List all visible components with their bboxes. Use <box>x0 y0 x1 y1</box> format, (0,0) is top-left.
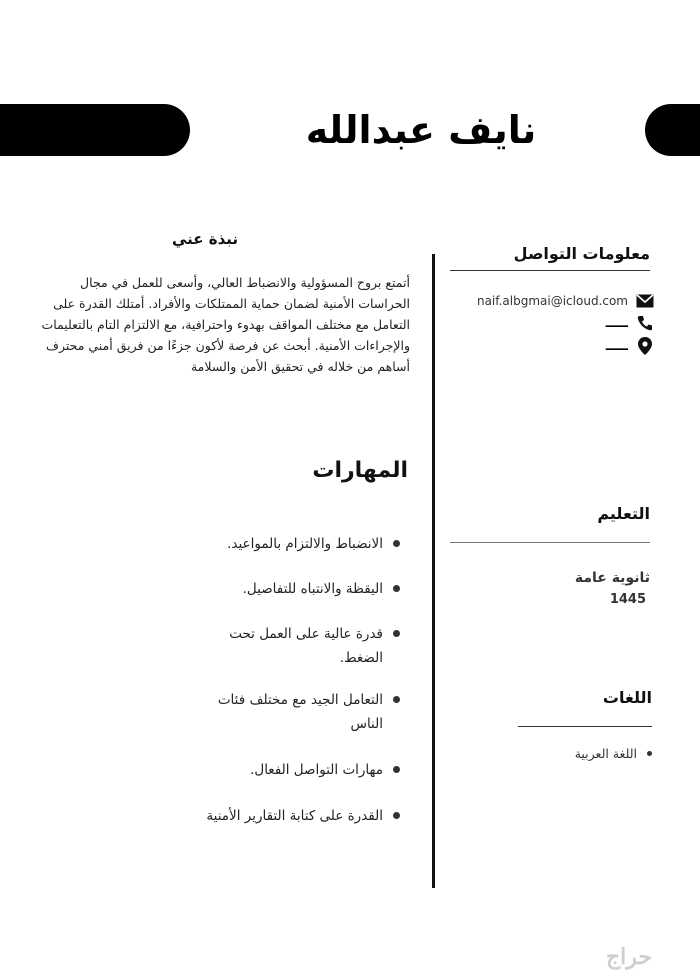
contact-location-row <box>440 337 654 355</box>
skill-label: اليقظة والانتباه للتفاصيل. <box>242 581 383 597</box>
column-divider <box>432 254 435 888</box>
skill-bullet <box>393 585 400 592</box>
skill-item <box>185 758 400 782</box>
contact-location: ـــــ <box>605 338 628 354</box>
contact-email-row <box>440 292 654 310</box>
watermark-logo: حراج <box>605 944 653 970</box>
skill-item <box>185 532 400 556</box>
applicant-name: نايف عبدالله <box>305 108 537 152</box>
about-title: نبذة عني <box>171 230 239 248</box>
skill-bullet <box>393 766 400 773</box>
education-title: التعليم <box>597 504 650 523</box>
banner-bar-right <box>645 104 700 156</box>
skill-bullet <box>393 540 400 547</box>
skill-label: القدرة على كتابة التقارير الأمنية <box>206 808 383 824</box>
skill-item <box>185 622 400 670</box>
skill-item <box>185 804 400 828</box>
skill-item <box>185 688 400 736</box>
skill-label: مهارات التواصل الفعال. <box>250 762 383 778</box>
location-pin-icon <box>636 337 654 355</box>
contact-rule <box>450 270 650 271</box>
contact-phone[interactable]: ـــــ <box>605 315 628 331</box>
language-bullet <box>647 751 652 756</box>
education-degree: ثانوية عامة <box>574 570 650 586</box>
phone-icon <box>636 314 654 332</box>
envelope-icon <box>636 292 654 310</box>
skill-item <box>185 577 400 601</box>
skill-label: قدرة عالية على العمل تحت الضغط. <box>229 626 383 666</box>
skill-bullet <box>393 812 400 819</box>
education-year: 1445 <box>609 592 646 607</box>
languages-title: اللغات <box>602 688 652 707</box>
contact-phone-row <box>440 314 654 332</box>
about-text: أتمتع بروح المسؤولية والانضباط العالي، وأسعى للعمل في مجال الحراسات الأمنية لضمان حماية الممتلكات والأفراد. أمتلك القدرة على التعامل مع مختلف المواقف بهدوء واحترافية، مع الالتزام التام بالتعليمات والإجراءات الأمنية. أبحث عن فرصة لأكون جزءًا من فريق أمني محترف أساهم من خلاله في تحقيق الأمن والسلامة <box>41 275 410 374</box>
language-item <box>540 746 652 761</box>
contact-email[interactable]: naif.albgmai@icloud.com <box>476 294 628 308</box>
contact-title: معلومات التواصل <box>513 244 650 263</box>
education-rule <box>450 542 650 543</box>
languages-rule <box>518 726 652 727</box>
language-label: اللغة العربية <box>574 746 637 761</box>
skills-title: المهارات <box>312 458 408 483</box>
skill-bullet <box>393 696 400 703</box>
skill-bullet <box>393 630 400 637</box>
banner-bar-left <box>0 104 190 156</box>
skill-label: التعامل الجيد مع مختلف فئات الناس <box>217 692 383 732</box>
skill-label: الانضباط والالتزام بالمواعيد. <box>227 536 383 552</box>
